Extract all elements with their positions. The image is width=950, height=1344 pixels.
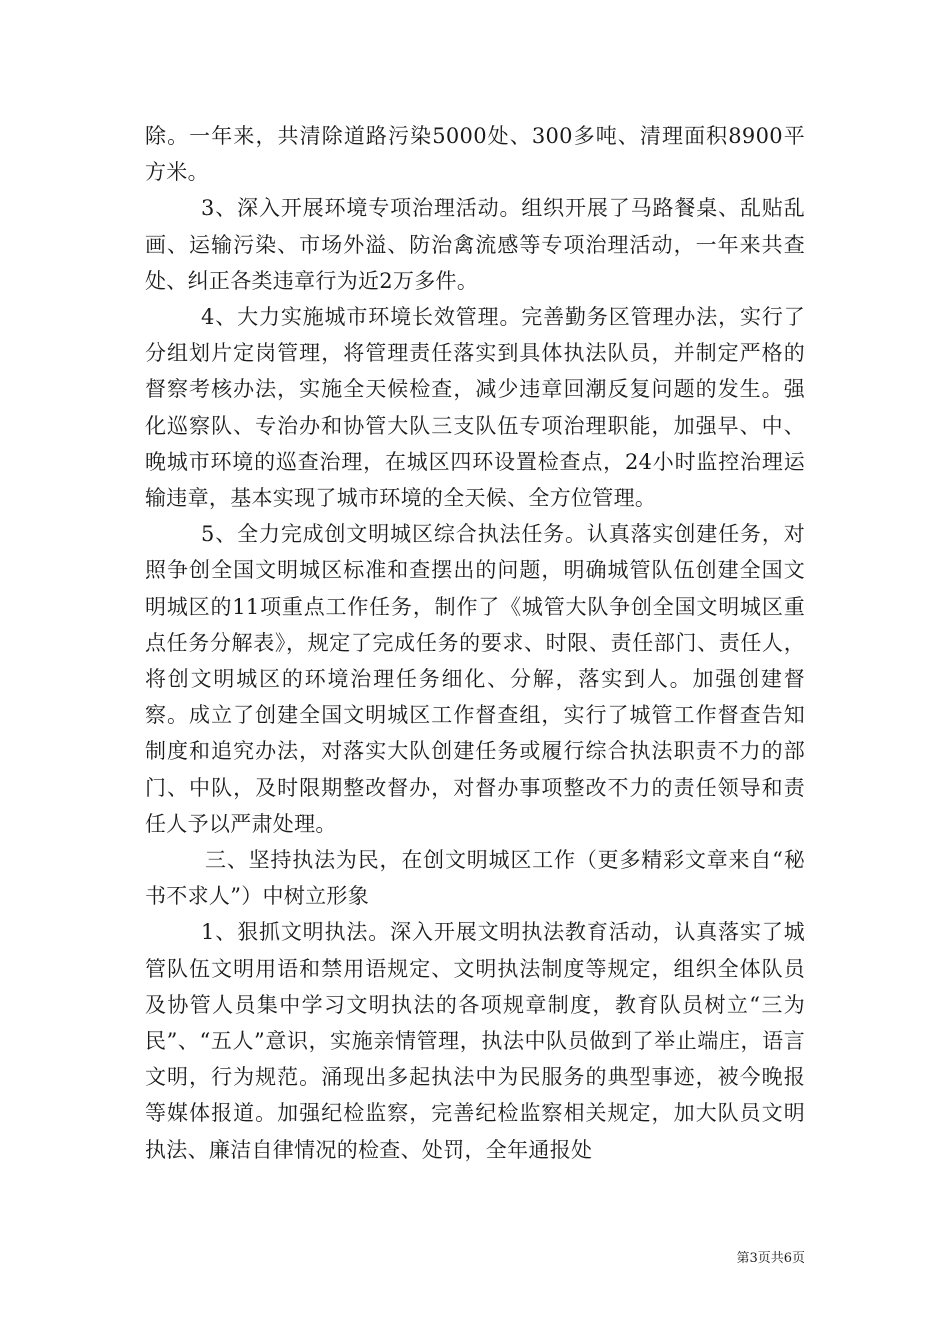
paragraph-item-1: 1、狠抓文明执法。深入开展文明执法教育活动，认真落实了城管队伍文明用语和禁用语规定、文明执法制度等规定，组织全体队员及协管人员集中学习文明执法的各项规章制度，教育队员树立“三为民”、“五人”意识，实施亲情管理，执法中队员做到了举止端庄，语言文明，行为规范。涌现出多起执法中为民服务的典型事迹，被今晚报等媒体报道。加强纪检监察，完善纪检监察相关规定，加大队员文明执法、廉洁自律情况的检查、处罚，全年通报处 [145,920,805,1162]
paragraph-item-5: 5、全力完成创文明城区综合执法任务。认真落实创建任务，对照争创全国文明城区标准和查摆出的问题，明确城管队伍创建全国文明城区的11项重点工作任务，制作了《城管大队争创全国文明城区重点任务分解表》，规定了完成任务的要求、时限、责任部门、责任人，将创文明城区的环境治理任务细化、分解，落实到人。加强创建督察。成立了创建全国文明城区工作督查组，实行了城管工作督查告知制度和追究办法，对落实大队创建任务或履行综合执法职责不力的部门、中队，及时限期整改督办，对督办事项整改不力的责任领导和责任人予以严肃处理。 [145,522,805,836]
paragraph-continuation: 除。一年来，共清除道路污染5000处、300多吨、清理面积8900平方米。 [145,124,805,185]
section-heading-3: 三、坚持执法为民，在创文明城区工作（更多精彩文章来自“秘书不求人”）中树立形象 [145,848,805,909]
page-number: 第3页共6页 [736,1251,805,1266]
paragraph-item-4: 4、大力实施城市环境长效管理。完善勤务区管理办法，实行了分组划片定岗管理，将管理责任落实到具体执法队员，并制定严格的督察考核办法，实施全天候检查，减少违章回潮反复问题的发生。强化巡察队、专治办和协管大队三支队伍专项治理职能，加强早、中、晚城市环境的巡查治理，在城区四环设置检查点，24小时监控治理运输违章，基本实现了城市环境的全天候、全方位管理。 [145,305,805,511]
document-body [145,118,805,1168]
paragraph-item-3: 3、深入开展环境专项治理活动。组织开展了马路餐桌、乱贴乱画、运输污染、市场外溢、防治禽流感等专项治理活动，一年来共查处、纠正各类违章行为近2万多件。 [145,196,805,293]
